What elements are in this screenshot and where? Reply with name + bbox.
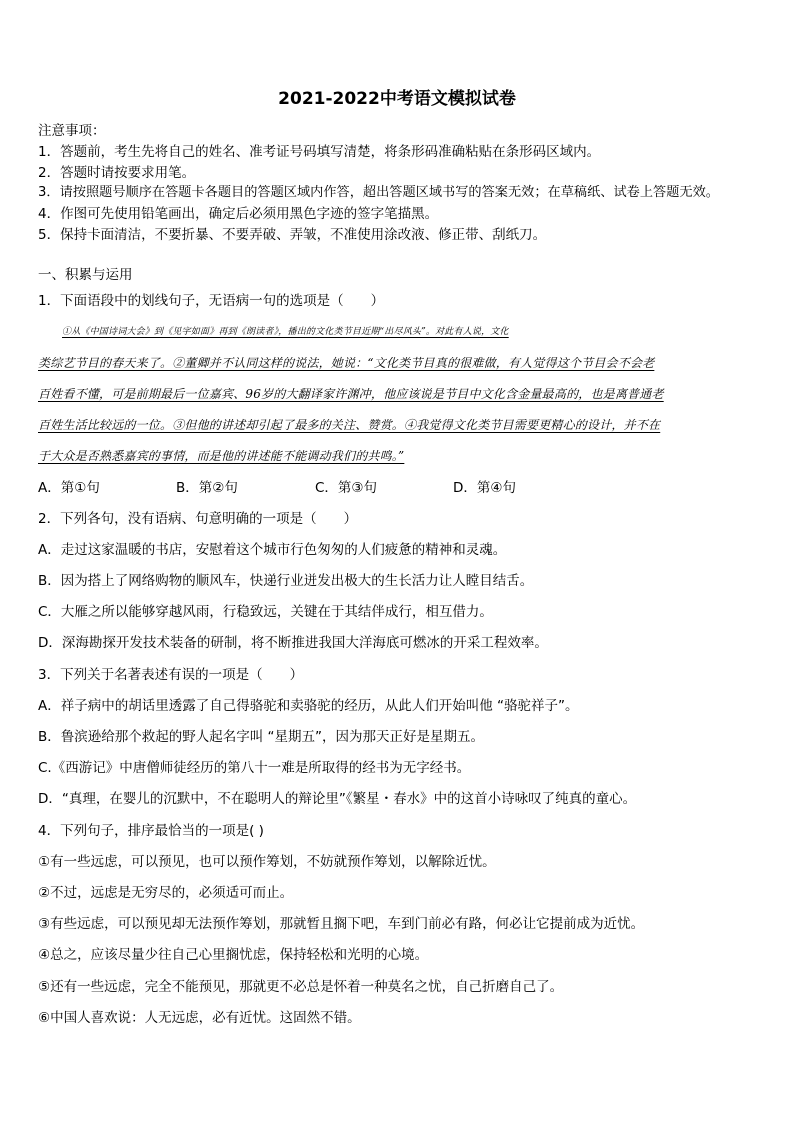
- q4-sentence-4: ④总之，应该尽量少往自己心里搁忧虑，保持轻松和光明的心境。: [38, 947, 429, 963]
- q4-sentence-1: ①有一些远虑，可以预见，也可以预作筹划，不妨就预作筹划，以解除近忧。: [38, 854, 496, 870]
- notice-heading: 注意事项：: [38, 123, 106, 139]
- q2-option-d: D．深海勘探开发技术装备的研制，将不断推进我国大洋海底可燃冰的开采工程效率。: [38, 635, 548, 651]
- q1-passage-line-1: ①从《中国诗词大会》到《见字如面》再到《朗读者》，播出的文化类节目近期“出尽风头”。对此有人说，文化: [62, 327, 509, 337]
- q4-sentence-6: ⑥中国人喜欢说：人无远虑，必有近忧。这固然不错。: [38, 1010, 361, 1026]
- question-2-stem: 2．下列各句，没有语病、句意明确的一项是（ ）: [38, 511, 358, 527]
- q1-passage-line-4: 百姓生活比较远的一位。③但他的讲述却引起了最多的关注、赞赏。④我觉得文化类节目需要更精心的设计，并不在: [38, 418, 661, 432]
- page-title: 2021-2022中考语文模拟试卷: [278, 89, 516, 109]
- question-3-stem: 3．下列关于名著表述有误的一项是（ ）: [38, 667, 304, 683]
- q3-option-d: D．“真理，在婴儿的沉默中，不在聪明人的辩论里”《繁星・春水》中的这首小诗咏叹了纯真的童心。: [38, 791, 637, 807]
- notice-item-1: 1．答题前，考生先将自己的姓名、准考证号码填写清楚，将条形码准确粘贴在条形码区域内。: [38, 144, 601, 160]
- q4-sentence-5: ⑤还有一些远虑，完全不能预见，那就更不必总是怀着一种莫名之忧，自己折磨自己了。: [38, 979, 564, 995]
- q2-option-c: C．大雁之所以能够穿越风雨，行稳致远，关键在于其结伴成行，相互借力。: [38, 604, 493, 620]
- notice-item-2: 2．答题时请按要求用笔。: [38, 165, 196, 181]
- q1-passage-line-3: 百姓看不懂，可是前期最后一位嘉宾、96岁的大翻译家许渊冲，他应该说是节目中文化含金量最高的，也是离普通老: [38, 387, 664, 401]
- section-heading: 一、积累与运用: [38, 267, 133, 283]
- q1-option-d: D．第④句: [453, 480, 516, 496]
- q2-option-b: B．因为搭上了网络购物的顺风车，快递行业迸发出极大的生长活力让人瞠目结舌。: [38, 573, 534, 589]
- q1-option-b: B．第②句: [176, 480, 238, 496]
- q3-option-a: A．祥子病中的胡话里透露了自己得骆驼和卖骆驼的经历，从此人们开始叫他 “骆驼祥子”。: [38, 698, 579, 714]
- q4-sentence-3: ③有些远虑，可以预见却无法预作筹划，那就暂且搁下吧，车到门前必有路，何必让它提前成为近忧。: [38, 916, 645, 932]
- question-4-stem: 4．下列句子，排序最恰当的一项是( ): [38, 823, 264, 839]
- q1-passage-line-2: 类综艺节目的春天来了。②董卿并不认同这样的说法，她说：“文化类节目真的很难做，有人觉得这个节目会不会老: [38, 356, 655, 370]
- q2-option-a: A．走过这家温暖的书店，安慰着这个城市行色匆匆的人们疲惫的精神和灵魂。: [38, 542, 507, 558]
- q4-sentence-2: ②不过，远虑是无穷尽的，必须适可而止。: [38, 885, 294, 901]
- q1-option-c: C．第③句: [315, 480, 378, 496]
- q1-option-a: A．第①句: [38, 480, 100, 496]
- notice-item-4: 4．作图可先使用铅笔画出，确定后必须用黑色字迹的签字笔描黑。: [38, 206, 439, 222]
- q3-option-b: B．鲁滨逊给那个救起的野人起名字叫 “星期五”，因为那天正好是星期五。: [38, 729, 485, 745]
- notice-item-3: 3．请按照题号顺序在答题卡各题目的答题区域内作答，超出答题区域书写的答案无效；在草稿纸、试卷上答题无效。: [38, 185, 719, 200]
- q3-option-c: C.《西游记》中唐僧师徒经历的第八十一难是所取得的经书为无字经书。: [38, 760, 471, 776]
- question-1-stem: 1．下面语段中的划线句子，无语病一句的选项是（ ）: [38, 293, 385, 309]
- notice-item-5: 5．保持卡面清洁，不要折暴、不要弄破、弄皱，不准使用涂改液、修正带、刮纸刀。: [38, 227, 547, 243]
- q1-passage-line-5: 于大众是否熟悉嘉宾的事情，而是他的讲述能不能调动我们的共鸣。”: [38, 449, 405, 463]
